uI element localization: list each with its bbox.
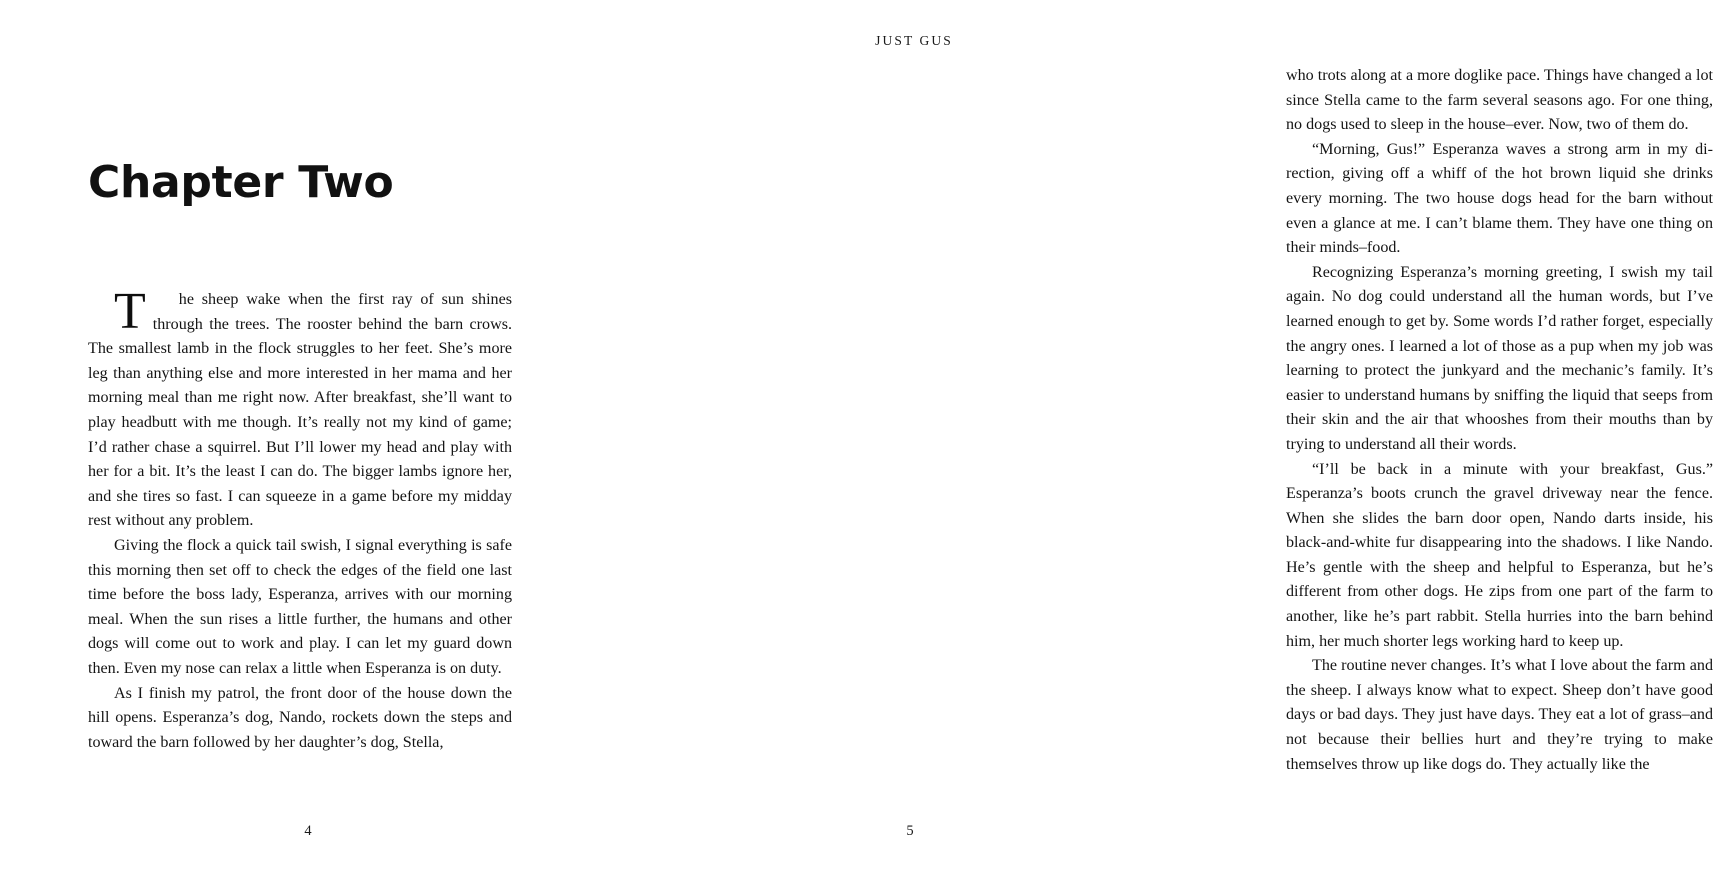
- right-page: [600, 0, 1713, 872]
- paragraph: [88, 534, 512, 682]
- paragraph-text: “I’ll be back in a minute with your breakfast, Gus.” Esperanza’s boots crunch the gravel driveway near the fence. When she slides the barn door open, Nando darts inside, his black-and-white fur disappearing into the shadows. I like Nando. He’s gentle with the sheep and helpful to Esperanza, but he’s different from other dogs. He zips from one part of the farm to another, like he’s part rabbit. Stella hurries into the barn behind him, her much shorter legs working hard to keep up.: [1286, 460, 1713, 650]
- left-page-text-column: [88, 283, 512, 755]
- paragraph-text: As I finish my patrol, the front door of the house down the hill opens. Esperanza’s dog, Nando, rockets down the steps and toward the barn followed by her daughter’s dog, Stella,: [88, 684, 512, 751]
- paragraph: [88, 682, 512, 756]
- drop-cap: T: [114, 283, 146, 340]
- paragraph: [1286, 138, 1713, 261]
- paragraph-text: Giving the flock a quick tail swish, I signal everything is safe this morning then set off to check the edges of the field one last time before the boss lady, Esperanza, arrives with our morning meal. When the sun rises a little further, the humans and other dogs will come out to work and play. I can let my guard down then. Even my nose can relax a little when Esperanza is on duty.: [88, 536, 512, 677]
- page-number: 4: [304, 823, 312, 839]
- page-number: 5: [906, 823, 914, 839]
- paragraph: [1286, 64, 1713, 138]
- paragraph-text: “Morning, Gus!” Esperanza waves a strong arm in my direction, giving off a whiff of the hot brown liquid she drinks every morning. The two house dogs head for the barn without even a glance at me. I can’t blame them. They have one thing on their minds–food.: [1286, 140, 1713, 257]
- left-page: [0, 0, 600, 872]
- paragraph-text: he sheep wake when the first ray of sun shines through the trees. The rooster behind the barn crows. The smallest lamb in the flock struggles to her feet. She’s more leg than anything else and more interested in her mama and her morning meal than me right now. After breakfast, she’ll want to play headbutt with me though. It’s really not my kind of game; I’d rather chase a squirrel. But I’ll lower my head and play with her for a bit. It’s the least I can do. The bigger lambs ignore her, and she tires so fast. I can squeeze in a game before my midday rest without any problem.: [88, 291, 512, 530]
- chapter-title: Chapter Two: [88, 157, 394, 209]
- paragraph: [1286, 458, 1713, 655]
- running-head: JUST GUS: [875, 33, 953, 48]
- paragraph-text: Recognizing Esperanza’s morning greeting, I swish my tail again. No dog could understand all the human words, but I’ve learned enough to get by. Some words I’d rather forget, especially the angry ones. I learned a lot of those as a pup when my job was learning to protect the junkyard and the mechanic’s family. It’s easier to understand humans by sniffing the liquid that seeps from their skin and the air that whooshes from their mouths than by trying to understand all their words.: [1286, 263, 1713, 453]
- right-page-text-column: [1286, 64, 1713, 777]
- paragraph-text: who trots along at a more doglike pace. Things have changed a lot since Stella came to the farm several seasons ago. For one thing, no dogs used to sleep in the house–ever. Now, two of them do.: [1286, 67, 1713, 134]
- paragraph: [88, 283, 512, 534]
- paragraph: [1286, 654, 1713, 777]
- paragraph-text: The routine never changes. It’s what I love about the farm and the sheep. I always know what to expect. Sheep don’t have good days or bad days. They just have days. They eat a lot of grass–and not because their bellies hurt and they’re trying to make themselves throw up like dogs do. They actually like the: [1286, 657, 1713, 773]
- paragraph: [1286, 261, 1713, 458]
